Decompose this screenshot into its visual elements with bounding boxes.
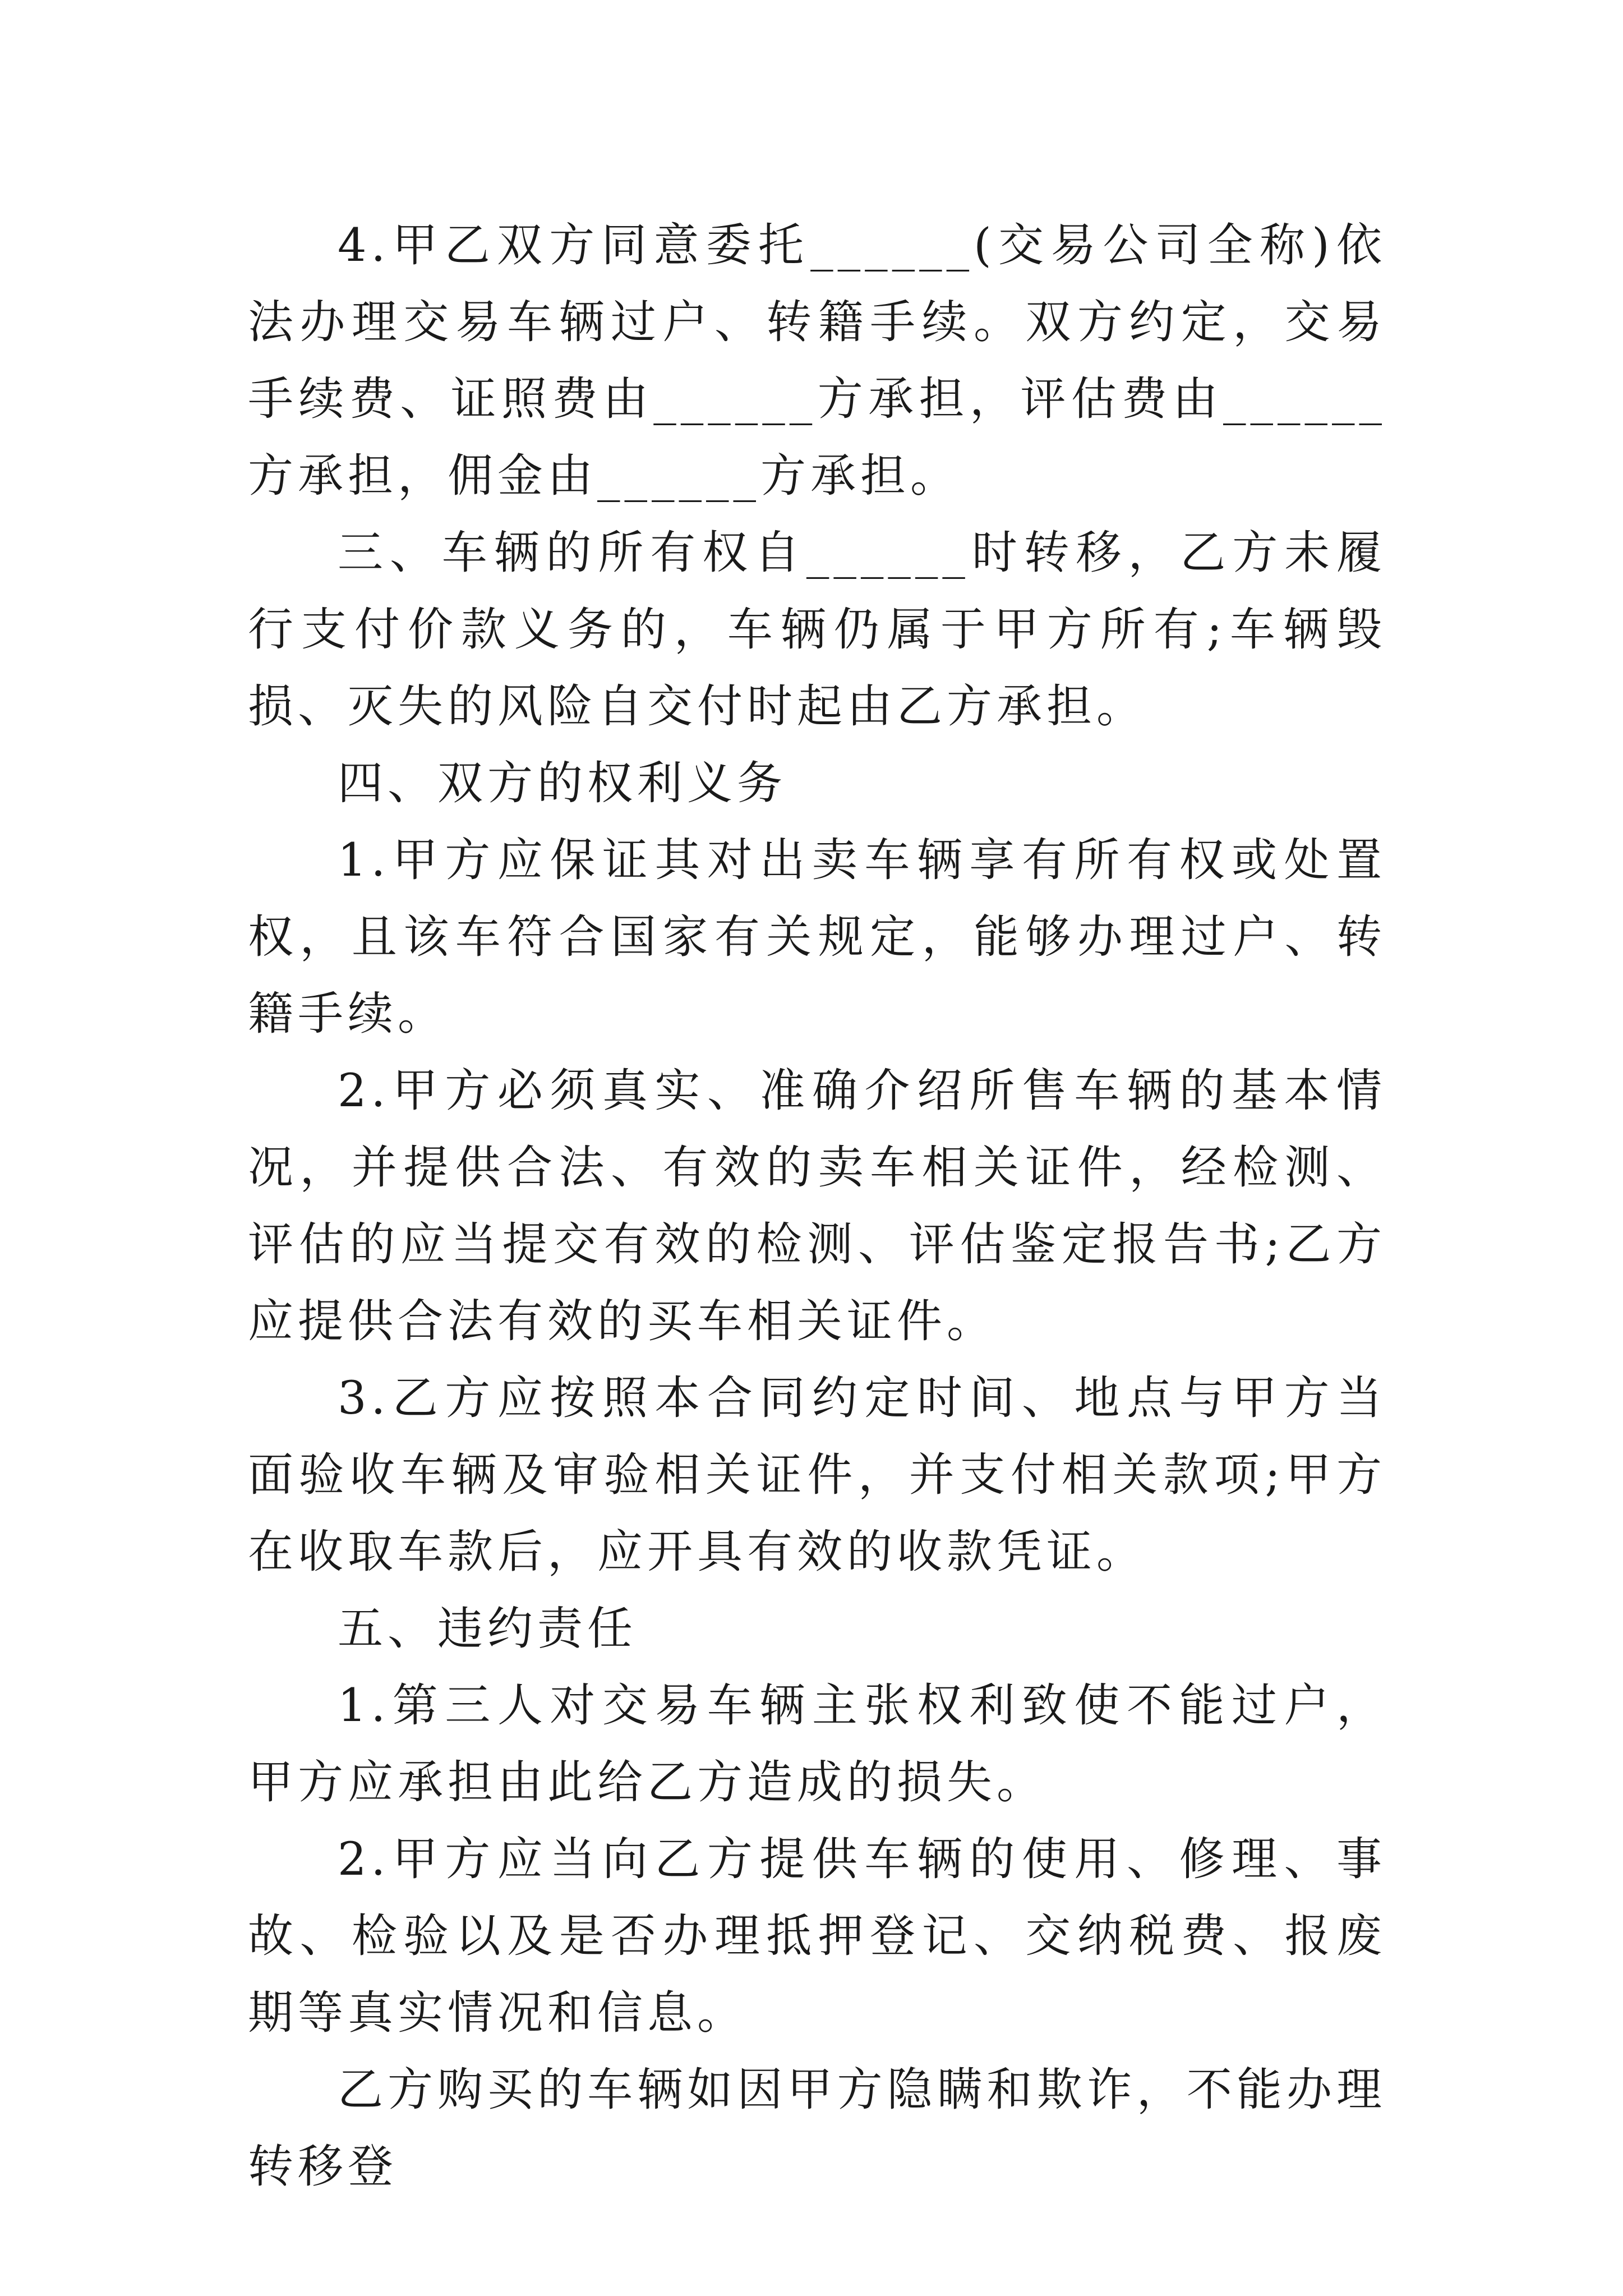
heading-section-5-liability: 五、违约责任 xyxy=(338,1603,638,1655)
paragraph-clause-4-transfer-procedures: 4.甲乙双方同意委托______(交易公司全称)依法办理交易车辆过户、转籍手续。双方约定，交易手续费、证照费由______方承担，评估费由______方承担，佣金由______方承担。 xyxy=(248,219,1386,503)
paragraph-liability-2: 2.甲方应当向乙方提供车辆的使用、修理、事故、检验以及是否办理抵押登记、交纳税费、报废期等真实情况和信息。 xyxy=(248,1833,1386,2040)
paragraph-rights-2: 2.甲方必须真实、准确介绍所售车辆的基本情况，并提供合法、有效的卖车相关证件，经检测、评估的应当提交有效的检测、评估鉴定报告书;乙方应提供合法有效的买车相关证件。 xyxy=(248,1065,1386,1348)
paragraph-rights-3: 3.乙方应按照本合同约定时间、地点与甲方当面验收车辆及审验相关证件，并支付相关款项;甲方在收取车款后，应开具有效的收款凭证。 xyxy=(248,1372,1386,1579)
paragraph-liability-1: 1.第三人对交易车辆主张权利致使不能过户，甲方应承担由此给乙方造成的损失。 xyxy=(248,1680,1386,1809)
paragraph-rights-1: 1.甲方应保证其对出卖车辆享有所有权或处置权，且该车符合国家有关规定，能够办理过户、转籍手续。 xyxy=(248,834,1386,1041)
document-body xyxy=(248,208,1386,2206)
heading-section-4-rights-obligations: 四、双方的权利义务 xyxy=(338,757,787,810)
paragraph-liability-continued: 乙方购买的车辆如因甲方隐瞒和欺诈，不能办理转移登 xyxy=(248,2064,1386,2193)
paragraph-section-3-ownership: 三、车辆的所有权自______时转移，乙方未履行支付价款义务的，车辆仍属于甲方所有;车辆毁损、灭失的风险自交付时起由乙方承担。 xyxy=(248,527,1386,733)
